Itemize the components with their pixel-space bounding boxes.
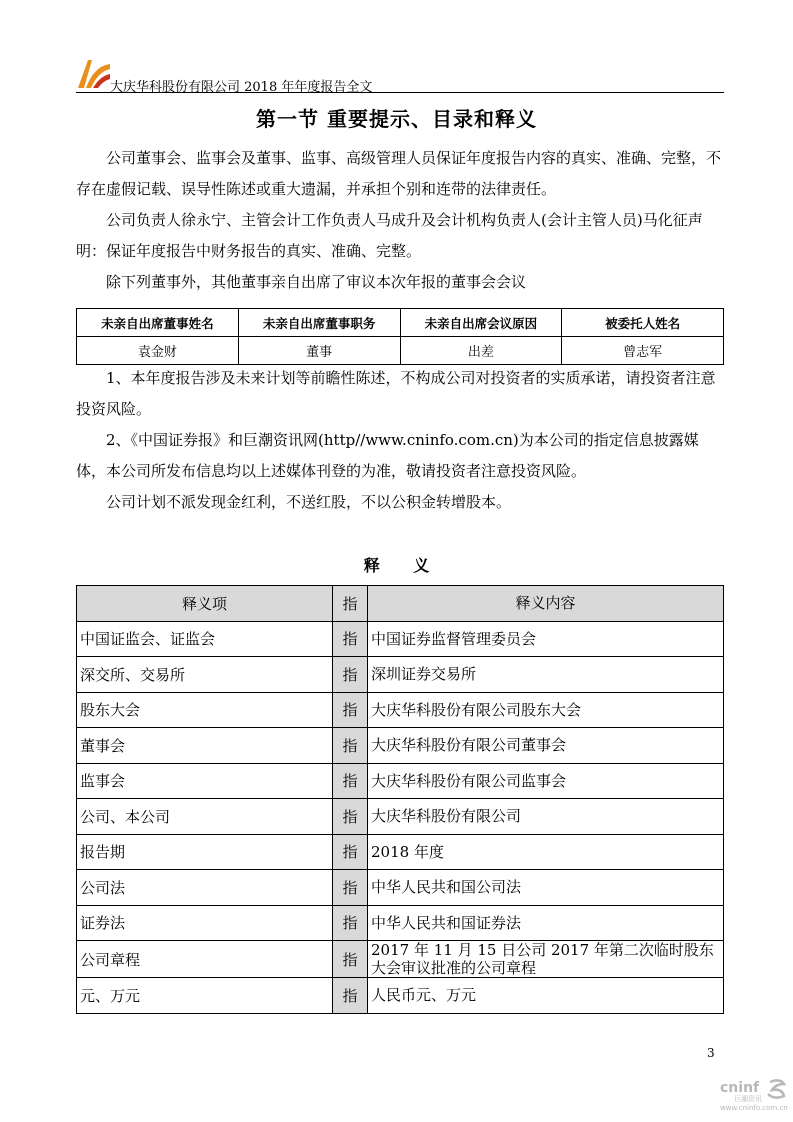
table-cell-ref: 指 — [333, 941, 368, 978]
table-cell-ref: 指 — [333, 799, 368, 835]
definitions-title: 释 义 — [363, 556, 444, 575]
table-row — [77, 657, 724, 693]
header-cell: 释义项 — [77, 586, 333, 622]
header-cell: 指 — [333, 586, 368, 622]
table-cell: 袁金财 — [77, 337, 239, 365]
table-cell-meaning: 深圳证券交易所 — [368, 657, 724, 693]
paragraph-officers-statement: 公司负责人徐永宁、主管会计工作负责人马成升及会计机构负责人(会计主管人员)马化征声明：保证年度报告中财务报告的真实、准确、完整。 — [76, 211, 703, 260]
table-row — [77, 799, 724, 835]
table-cell-meaning: 2018 年度 — [368, 834, 724, 870]
table-row — [77, 763, 724, 799]
table-row — [77, 834, 724, 870]
watermark-logo-icon — [768, 1080, 784, 1097]
table-cell-term: 报告期 — [77, 834, 333, 870]
definitions-table — [76, 585, 724, 1014]
table-row — [77, 621, 724, 657]
table-cell-term: 证券法 — [77, 905, 333, 941]
table-cell: 董事 — [238, 337, 400, 365]
header-cell: 被委托人姓名 — [562, 309, 724, 337]
table-cell-meaning: 2017 年 11 月 15 日公司 2017 年第二次临时股东大会审议批准的公司章程 — [368, 941, 724, 978]
table-cell-term: 监事会 — [77, 763, 333, 799]
header-title: 大庆华科股份有限公司 2018 年年度报告全文 — [110, 80, 373, 95]
header-cell: 未亲自出席会议原因 — [400, 309, 562, 337]
paragraph-absent-directors: 除下列董事外，其他董事亲自出席了审议本次年报的董事会会议 — [106, 273, 527, 291]
table-header-row — [77, 309, 724, 337]
table-cell-ref: 指 — [333, 978, 368, 1014]
page-header — [76, 58, 724, 93]
table-row — [77, 728, 724, 764]
table-row — [77, 905, 724, 941]
table-cell-term: 深交所、交易所 — [77, 657, 333, 693]
table-cell-term: 元、万元 — [77, 978, 333, 1014]
table-cell-ref: 指 — [333, 621, 368, 657]
page-number: 3 — [707, 1046, 715, 1060]
watermark-url: www.cninfo.com.cn — [720, 1104, 788, 1112]
paragraph-board-guarantee: 公司董事会、监事会及董事、监事、高级管理人员保证年度报告内容的真实、准确、完整，不存在虚假记载、误导性陈述或重大遗漏，并承担个别和连带的法律责任。 — [76, 149, 722, 198]
table-cell-ref: 指 — [333, 657, 368, 693]
table-cell-term: 公司法 — [77, 870, 333, 906]
table-cell-ref: 指 — [333, 834, 368, 870]
table-row — [77, 941, 724, 978]
table-cell: 曾志军 — [562, 337, 724, 365]
table-row — [77, 978, 724, 1014]
table-cell-meaning: 大庆华科股份有限公司董事会 — [368, 728, 724, 764]
table-cell-meaning: 中华人民共和国证券法 — [368, 905, 724, 941]
table-cell-meaning: 大庆华科股份有限公司监事会 — [368, 763, 724, 799]
table-cell-term: 中国证监会、证监会 — [77, 621, 333, 657]
table-row — [77, 692, 724, 728]
header-cell: 未亲自出席董事姓名 — [77, 309, 239, 337]
table-cell-meaning: 中国证券监督管理委员会 — [368, 621, 724, 657]
cninfo-watermark — [718, 1076, 790, 1112]
section-title: 第一节 重要提示、目录和释义 — [256, 107, 537, 131]
table-cell-term: 董事会 — [77, 728, 333, 764]
table-cell-term: 公司章程 — [77, 941, 333, 978]
table-cell-meaning: 中华人民共和国公司法 — [368, 870, 724, 906]
table-row — [77, 337, 724, 365]
table-cell-meaning: 大庆华科股份有限公司 — [368, 799, 724, 835]
company-logo-icon — [76, 58, 110, 90]
table-cell-term: 股东大会 — [77, 692, 333, 728]
table-cell-ref: 指 — [333, 905, 368, 941]
table-cell-ref: 指 — [333, 870, 368, 906]
table-cell-meaning: 人民币元、万元 — [368, 978, 724, 1014]
table-row — [77, 870, 724, 906]
paragraph-forward-looking: 1、本年度报告涉及未来计划等前瞻性陈述，不构成公司对投资者的实质承诺，请投资者注意投资风险。 — [76, 369, 716, 418]
watermark-sub: 巨潮资讯 — [734, 1095, 762, 1103]
watermark-brand: cninf — [720, 1080, 760, 1096]
header-cell: 释义内容 — [368, 586, 724, 622]
paragraph-dividend: 公司计划不派发现金红利，不送红股，不以公积金转增股本。 — [106, 493, 512, 511]
table-cell-ref: 指 — [333, 692, 368, 728]
table-cell-ref: 指 — [333, 728, 368, 764]
table-cell-ref: 指 — [333, 763, 368, 799]
table-cell-meaning: 大庆华科股份有限公司股东大会 — [368, 692, 724, 728]
header-cell: 未亲自出席董事职务 — [238, 309, 400, 337]
absent-directors-table — [76, 308, 724, 365]
table-cell: 出差 — [400, 337, 562, 365]
table-cell-term: 公司、本公司 — [77, 799, 333, 835]
paragraph-media: 2、《中国证券报》和巨潮资讯网(http//www.cninfo.com.cn)为本公司的指定信息披露媒体，本公司所发布信息均以上述媒体刊登的为准，敬请投资者注意投资风险。 — [76, 431, 699, 480]
table-header-row — [77, 586, 724, 622]
